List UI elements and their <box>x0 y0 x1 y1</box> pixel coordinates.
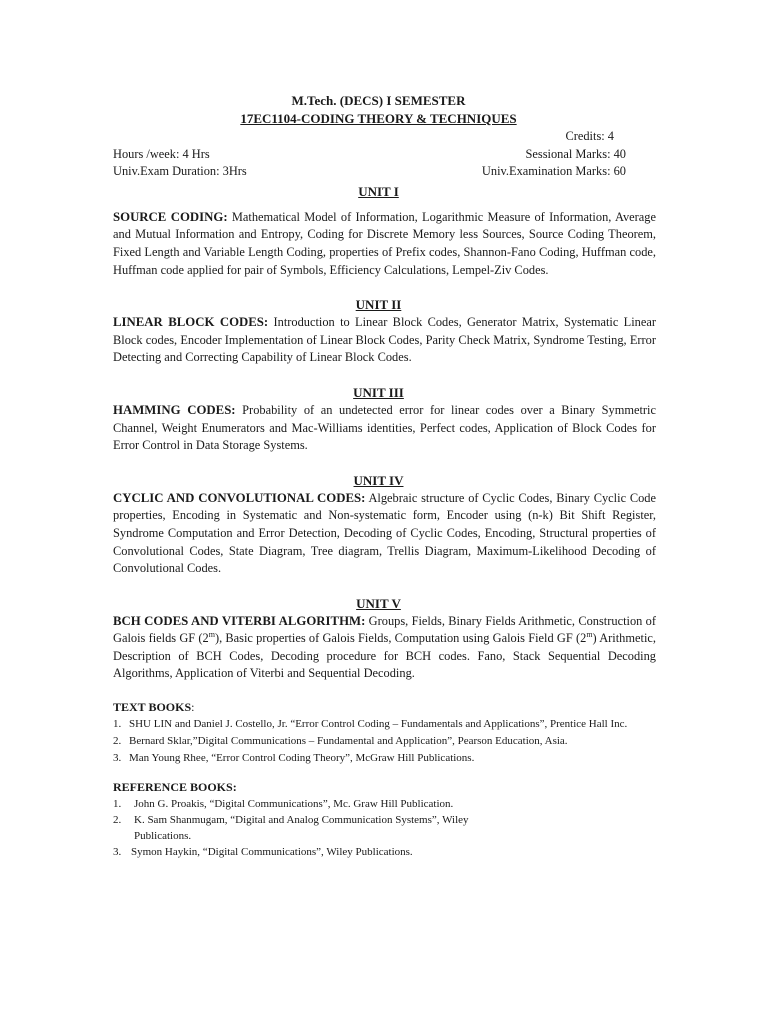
unit-2-topic: LINEAR BLOCK CODES: <box>113 315 269 330</box>
reference-book-number: 3. <box>113 846 122 859</box>
text-book-item <box>113 733 656 749</box>
text-books-heading <box>113 699 656 716</box>
unit-5-text-a: Groups, Fields, Binary Fields Arithmetic, Construction of Galois fields GF (2 <box>113 613 656 646</box>
exam-duration: Univ.Exam Duration: 3Hrs <box>113 164 247 179</box>
unit-2-content <box>113 314 656 367</box>
hours-row <box>113 146 656 164</box>
unit-3-heading: UNIT III <box>353 384 404 400</box>
unit-3-content <box>113 402 656 455</box>
unit-3-text: Probability of an undetected error for linear codes over a Binary Symmetric Channel, Weight Enumerators and Mac-Williams identities, Perfect codes, Application of Block Codes for Error Control in Data Storage Systems. <box>113 402 656 453</box>
unit-1-content <box>113 209 656 279</box>
unit-5-sup-b: m <box>586 630 593 640</box>
text-book-item <box>113 750 656 766</box>
text-book-citation: Man Young Rhee, “Error Control Coding Theory”, McGraw Hill Publications. <box>129 752 475 765</box>
text-books-heading-label: TEXT BOOKS <box>113 700 192 715</box>
unit-4-topic: CYCLIC AND CONVOLUTIONAL CODES: <box>113 490 366 505</box>
text-books-heading-colon: : <box>191 700 195 715</box>
unit-5-content <box>113 613 656 683</box>
reference-book-item <box>113 812 656 844</box>
unit-5-sup-a: m <box>208 630 215 640</box>
unit-2-heading: UNIT II <box>355 297 402 313</box>
credits-row <box>113 128 656 146</box>
unit-1-heading: UNIT I <box>358 183 399 199</box>
reference-book-item <box>113 796 656 812</box>
unit-3-topic: HAMMING CODES: <box>113 402 236 417</box>
reference-book-item <box>113 844 656 860</box>
reference-book-number: 2. <box>113 814 122 827</box>
text-book-citation: Bernard Sklar,”Digital Communications – Fundamental and Application”, Pearson Education, Asia. <box>129 735 568 748</box>
exam-row <box>113 163 656 181</box>
semester-title: M.Tech. (DECS) I SEMESTER <box>291 93 466 108</box>
unit-2-text: Introduction to Linear Block Codes, Generator Matrix, Systematic Linear Block codes, Encoder Implementation of Linear Block Codes, Parity Check Matrix, Syndrome Testing, Error Detecting and Correcting Capability of Linear Block Codes. <box>113 315 656 365</box>
text-book-number: 1. <box>113 718 122 731</box>
text-book-item <box>113 716 656 732</box>
reference-book-number: 1. <box>113 798 122 811</box>
course-title: 17EC1104-CODING THEORY & TECHNIQUES <box>240 111 517 126</box>
reference-book-citation: Symon Haykin, “Digital Communications”, Wiley Publications. <box>131 846 413 859</box>
reference-book-citation: K. Sam Shanmugam, “Digital and Analog Communication Systems”, Wiley Publications. <box>134 814 469 843</box>
syllabus-page <box>113 92 656 860</box>
credits: Credits: 4 <box>565 129 614 143</box>
exam-marks: Univ.Examination Marks: 60 <box>481 164 626 179</box>
unit-5-topic: BCH CODES AND VITERBI ALGORITHM: <box>113 613 366 628</box>
unit-4-text: Algebraic structure of Cyclic Codes, Binary Cyclic Code properties, Encoding in Systematic and Non-systematic form, Encoder using (n-k) Bit Shift Register, Syndrome Computation and Error Detection, Decoding of Cyclic Codes, Encoding, Structural properties of Convolutional Codes, State Diagram, Tree diagram, Trellis Diagram, Maximum-Likelihood Decoding of Convolutional Codes. <box>113 490 656 576</box>
text-book-citation: SHU LIN and Daniel J. Costello, Jr. “Error Control Coding – Fundamentals and Applications”, Prentice Hall Inc. <box>129 718 628 731</box>
reference-book-citation: John G. Proakis, “Digital Communications”, Mc. Graw Hill Publication. <box>134 798 454 811</box>
unit-4-heading: UNIT IV <box>353 472 404 488</box>
unit-1-text: Mathematical Model of Information, Logarithmic Measure of Information, Average and Mutual Information and Entropy, Coding for Discrete Memory less Sources, Source Coding Theorem, Fixed Length and Variable Length Coding, properties of Prefix codes, Shannon-Fano Coding, Huffman code, Huffman code applied for pair of Symbols, Efficiency Calculations, Lempel-Ziv Codes. <box>113 209 656 277</box>
sessional-marks: Sessional Marks: 40 <box>525 146 626 161</box>
unit-1-topic: SOURCE CODING: <box>113 209 228 224</box>
unit-5-heading: UNIT V <box>356 595 401 611</box>
unit-4-content <box>113 490 656 578</box>
text-book-number: 2. <box>113 735 122 748</box>
reference-books-heading: REFERENCE BOOKS: <box>113 780 237 795</box>
text-book-number: 3. <box>113 752 122 765</box>
hours-per-week: Hours /week: 4 Hrs <box>113 146 210 161</box>
unit-5-text-c: ) Arithmetic, Description of BCH Codes, Decoding procedure for BCH codes. Fano, Stack Sequential Decoding Algorithms, Application of Viterbi and Sequential Decoding. <box>113 631 656 681</box>
unit-5-text-b: ), Basic properties of Galois Fields, Computation using Galois Field GF (2 <box>214 631 587 646</box>
